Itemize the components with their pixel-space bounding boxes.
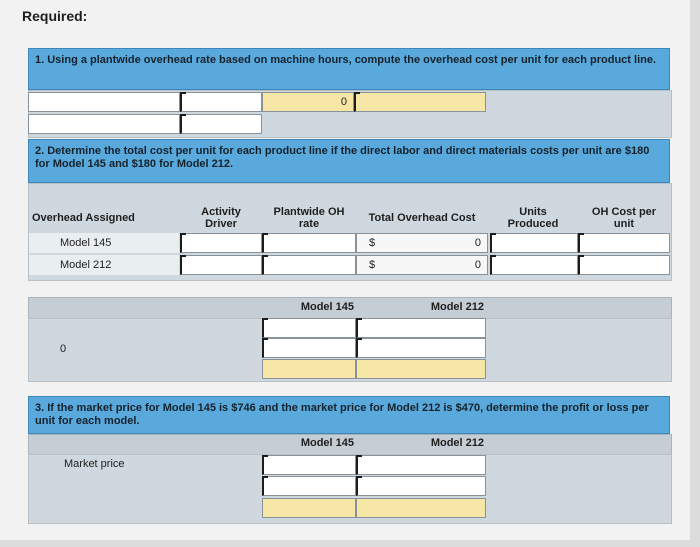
- plantwide-rate-input-145[interactable]: [262, 233, 356, 253]
- market-price-input-145[interactable]: [262, 455, 356, 475]
- q1-input-cell-b[interactable]: [180, 114, 262, 134]
- q1-label-cell[interactable]: [28, 92, 180, 112]
- summary-row-value: 0: [60, 343, 67, 355]
- header-total-overhead-cost: Total Overhead Cost: [368, 212, 476, 224]
- summary-input-212-a[interactable]: [356, 318, 486, 338]
- header-plantwide-oh-rate: Plantwide OH rate: [273, 206, 345, 230]
- col-header-model-145: Model 145: [300, 301, 354, 313]
- row-label-model-212: Model 212: [60, 259, 112, 271]
- q1-prompt: 1. Using a plantwide overhead rate based on machine hours, compute the overhead cost per unit for each product line.: [35, 54, 657, 66]
- market-price-label: Market price: [64, 458, 125, 470]
- q2-prompt: 2. Determine the total cost per unit for each product line if the direct labor and direct materials costs per unit are $180 for Model 145 and $180 for Model 212.: [35, 145, 650, 170]
- total-overhead-value-145: 0: [474, 237, 481, 249]
- activity-driver-input-145[interactable]: [180, 233, 262, 253]
- header-activity-driver: Activity Driver: [201, 206, 241, 230]
- q3-input-212-b[interactable]: [356, 476, 486, 496]
- q1-result-cell-b[interactable]: [354, 92, 486, 112]
- q1-result-value: 0: [340, 96, 347, 108]
- summary-total-145: [262, 359, 356, 379]
- q3-total-212: [356, 498, 486, 518]
- summary-input-212-b[interactable]: [356, 338, 486, 358]
- header-units-produced: Units Produced: [507, 206, 559, 230]
- oh-cost-per-unit-input-212[interactable]: [578, 255, 670, 275]
- required-heading: Required:: [22, 8, 88, 24]
- header-oh-cost-per-unit: OH Cost per unit: [591, 206, 657, 230]
- summary-total-212: [356, 359, 486, 379]
- q3-total-145: [262, 498, 356, 518]
- q2-prompt-bar: [28, 139, 670, 183]
- q3-col-header-model-145: Model 145: [300, 437, 354, 449]
- row-label-model-145: Model 145: [60, 237, 112, 249]
- q3-input-145-b[interactable]: [262, 476, 356, 496]
- col-header-model-212: Model 212: [430, 301, 484, 313]
- currency-symbol: $: [369, 259, 376, 271]
- activity-driver-input-212[interactable]: [180, 255, 262, 275]
- oh-cost-per-unit-input-145[interactable]: [578, 233, 670, 253]
- units-produced-input-145[interactable]: [490, 233, 578, 253]
- summary-input-145-a[interactable]: [262, 318, 356, 338]
- total-overhead-cell-145: [356, 233, 488, 253]
- currency-symbol: $: [369, 237, 376, 249]
- q1-prompt-bar: [28, 48, 670, 90]
- market-price-input-212[interactable]: [356, 455, 486, 475]
- q3-col-header-model-212: Model 212: [430, 437, 484, 449]
- q1-input-cell-a[interactable]: [180, 92, 262, 112]
- header-overhead-assigned: Overhead Assigned: [32, 212, 135, 224]
- units-produced-input-212[interactable]: [490, 255, 578, 275]
- q1-result-cell: [262, 92, 354, 112]
- plantwide-rate-input-212[interactable]: [262, 255, 356, 275]
- summary-input-145-b[interactable]: [262, 338, 356, 358]
- q3-prompt: 3. If the market price for Model 145 is $746 and the market price for Model 212 is $470, determine the profit or loss per unit for each model.: [35, 402, 649, 427]
- total-overhead-cell-212: [356, 255, 488, 275]
- q3-prompt-bar: [28, 396, 670, 434]
- total-overhead-value-212: 0: [474, 259, 481, 271]
- q1-label-cell-2[interactable]: [28, 114, 180, 134]
